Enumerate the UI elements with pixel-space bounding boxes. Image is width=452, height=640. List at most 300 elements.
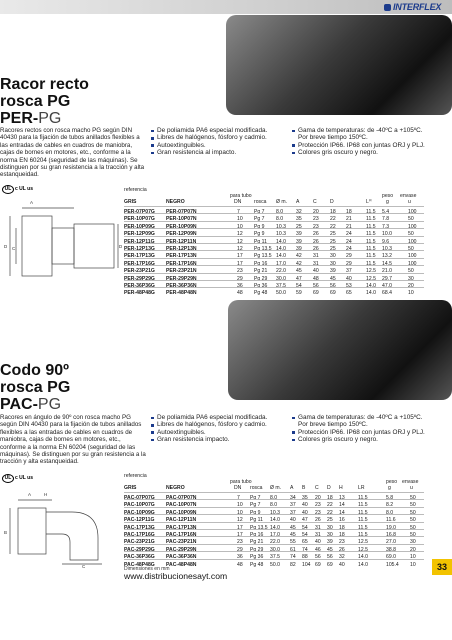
dimensions-note: Dimensiones en mm	[124, 566, 170, 572]
section1-technical-drawing	[2, 198, 122, 290]
table-cell: 29	[237, 275, 243, 282]
table-cell: PER-17P16N	[166, 260, 197, 267]
feature-item: Gama de temperaturas: de -40ºC a +105ºC. Por breve tiempo 150ºC.	[292, 127, 432, 142]
table-cell: 50	[408, 231, 414, 238]
table-cell: 20	[315, 495, 321, 501]
table-cell: 18	[346, 209, 352, 215]
table-cell: 23	[313, 216, 319, 223]
table-cell: 50	[410, 532, 416, 538]
table-cell: 12	[237, 517, 243, 524]
table-cell: 39	[296, 231, 302, 238]
table-cell: 31	[315, 532, 321, 538]
table-cell: 10	[237, 223, 243, 230]
table-cell: PER-29P29N	[166, 275, 197, 282]
table-cell: 39	[327, 539, 333, 546]
table-cell: 40	[302, 509, 308, 516]
table-cell: 48	[313, 275, 319, 282]
table-cell: 30	[408, 275, 414, 282]
table-cell: 100	[408, 209, 417, 215]
ul-cert-icon: UL	[2, 185, 14, 194]
table-cell: 11.5	[366, 260, 376, 267]
table-cell: PAC-17P13G	[124, 524, 155, 531]
table-cell: Pg 29	[250, 546, 264, 553]
table-cell: Pg 16	[254, 260, 268, 267]
table-cell: 8.0	[270, 502, 278, 509]
table-cell: PER-10P07N	[166, 216, 197, 223]
table-cell: 50	[410, 502, 416, 509]
table-cell: 23	[237, 268, 243, 275]
table-cell: 14.0	[270, 517, 280, 524]
svg-text:A: A	[28, 492, 32, 497]
table-cell: Pg 7	[254, 209, 265, 215]
table-cell: 35	[302, 495, 308, 501]
table-cell: 56	[327, 554, 333, 561]
table-cell: 11.5	[366, 238, 376, 245]
table-cell: 37	[346, 268, 352, 275]
table-cell: PER-17P13G	[124, 253, 155, 260]
table-cell: 59	[296, 290, 302, 297]
table-cell: PAC-36P36N	[166, 554, 197, 561]
svg-text:B: B	[4, 530, 8, 535]
table-cell: 22	[330, 223, 336, 230]
table-cell: 21.0	[382, 268, 392, 275]
table-cell: PER-48P48G	[124, 290, 155, 297]
table-cell: 55	[290, 539, 296, 546]
table-cell: Pg 7	[250, 502, 261, 509]
table-cell: 22.0	[270, 539, 280, 546]
table-cell: 21	[346, 216, 352, 223]
table-cell: 36	[237, 283, 243, 289]
table-cell: 40	[315, 539, 321, 546]
feature-item: Protección IP66. IP68 con juntas ORJ y PLJ.	[292, 429, 432, 436]
table-cell: 10.3	[382, 246, 392, 252]
cert-text: c UL us	[15, 186, 33, 192]
table-cell: PER-07P07N	[166, 209, 197, 215]
table-cell: 10	[410, 554, 416, 561]
table-cell: PER-12P11G	[124, 238, 155, 245]
table-cell: 8.0	[270, 495, 278, 501]
table-cell: 29	[346, 253, 352, 260]
table-cell: PAC-10P09N	[166, 509, 197, 516]
table-cell: 25	[330, 231, 336, 238]
table-cell: 30.0	[276, 275, 286, 282]
table-cell: PER-29P29G	[124, 275, 155, 282]
section1-title: Racor recto rosca PG PER-PG	[0, 76, 89, 127]
section2-specs-list	[292, 414, 432, 444]
table-cell: PER-10P09G	[124, 223, 155, 230]
table-cell: 47	[296, 275, 302, 282]
table-cell: 45	[290, 524, 296, 531]
table-cell: Pg 36	[250, 554, 264, 561]
table-cell: 100	[408, 253, 417, 260]
feature-item: Autoextinguibles.	[151, 429, 271, 436]
table-cell: 69	[315, 561, 321, 568]
table-cell: 25	[330, 238, 336, 245]
table-cell: 22	[327, 502, 333, 509]
table-cell: 17.0	[270, 532, 280, 538]
table-cell: Pg 48	[254, 290, 268, 297]
feature-item: Gran resistencia al impacto.	[151, 149, 271, 156]
table-cell: PER-48P48N	[166, 290, 197, 297]
table-cell: 40	[290, 517, 296, 524]
section2-features-list	[151, 414, 271, 444]
website-link[interactable]: www.distribucionesayt.com	[124, 571, 228, 581]
table-cell: 12	[237, 238, 243, 245]
section2-description: Racores en ángulo de 90º con rosca macho PG según DIN 40430 para la fijación de tubos anillados flexibles a las entradas de cables en cuadros de maniobra, cajas de bornes en motores, etc., conforme a la norma EN 60204 (seguridad de las máquinas). Se distinguen por su gran resistencia a la tracción y alta estanqueidad.	[0, 414, 146, 466]
table-cell: Pg 36	[254, 283, 268, 289]
table-cell: 10	[410, 561, 416, 568]
table-cell: 11.5	[358, 495, 368, 501]
table-cell: 11.5	[358, 517, 368, 524]
table-cell: 8.0	[276, 216, 284, 223]
table-cell: 31	[313, 260, 319, 267]
table-cell: 12	[237, 246, 243, 252]
table-cell: 48	[237, 290, 243, 297]
table-cell: 47	[302, 517, 308, 524]
table-cell: 74	[302, 546, 308, 553]
table-cell: 68.4	[382, 290, 392, 297]
table-cell: 48	[237, 561, 243, 568]
table-cell: PAC-07P07G	[124, 495, 155, 501]
table-cell: 12.5	[366, 275, 376, 282]
table-cell: PER-10P07G	[124, 216, 155, 223]
table-cell: 30.0	[270, 546, 280, 553]
table-cell: 39	[330, 268, 336, 275]
table-cell: Pg 13.5	[254, 253, 272, 260]
page-bottom-margin	[0, 583, 452, 640]
table-cell: 31	[315, 524, 321, 531]
table-cell: Pg 7	[250, 495, 261, 501]
table-cell: 17	[237, 532, 243, 538]
table-cell: 65	[346, 290, 352, 297]
table-cell: Pg 13.5	[254, 246, 272, 252]
table-cell: 50	[410, 524, 416, 531]
table-cell: PAC-17P16G	[124, 532, 155, 538]
table-cell: 24	[346, 231, 352, 238]
feature-item: Gran resistencia impacto.	[151, 436, 271, 443]
table-cell: 23	[315, 502, 321, 509]
table-cell: 11.5	[366, 216, 376, 223]
table-cell: 29.7	[382, 275, 392, 282]
table-cell: 19.0	[386, 524, 396, 531]
table-cell: 54	[302, 532, 308, 538]
svg-text:H: H	[44, 492, 48, 497]
table-cell: 45	[327, 546, 333, 553]
table-cell: 47.0	[382, 283, 392, 289]
table-cell: 39	[296, 238, 302, 245]
table-cell: 17.0	[276, 260, 286, 267]
brand-logo-icon	[384, 4, 391, 11]
table-cell: 30	[330, 260, 336, 267]
table-cell: 11.6	[386, 517, 396, 524]
table-cell: 7	[237, 495, 240, 501]
table-cell: 56	[330, 283, 336, 289]
table-cell: 42	[296, 260, 302, 267]
table-cell: Pg 9	[254, 231, 265, 238]
table-cell: PAC-12P11G	[124, 517, 155, 524]
table-cell: PER-12P09N	[166, 231, 197, 238]
svg-text:A: A	[30, 200, 34, 205]
table-cell: 56	[315, 554, 321, 561]
table-cell: Pg 11	[250, 517, 263, 524]
table-cell: 8.0	[276, 209, 284, 215]
table-cell: 10.3	[276, 231, 286, 238]
table-cell: PER-12P09G	[124, 231, 155, 238]
table-cell: 12.5	[358, 539, 368, 546]
table-cell: 8.2	[386, 502, 394, 509]
table-cell: 11.5	[358, 509, 368, 516]
table-cell: 50	[408, 246, 414, 252]
feature-item: De poliamida PA6 especial modificada.	[151, 127, 271, 134]
table-cell: 14	[339, 509, 345, 516]
table-cell: 26	[339, 546, 345, 553]
table-cell: 50	[410, 509, 416, 516]
table-cell: Pg 21	[250, 539, 264, 546]
table-cell: 50.0	[276, 290, 286, 297]
table-cell: 29	[237, 546, 243, 553]
table-cell: 104	[302, 561, 311, 568]
table-cell: 45	[296, 268, 302, 275]
table-cell: 39	[296, 246, 302, 252]
table-cell: 50	[408, 216, 414, 223]
table-cell: 12.5	[366, 268, 376, 275]
table-cell: 25	[330, 246, 336, 252]
product-photo-straight-fitting	[226, 15, 452, 115]
table-cell: 12.5	[358, 546, 368, 553]
table-cell: 50	[410, 495, 416, 501]
table-cell: 40	[302, 502, 308, 509]
table-cell: PAC-12P11N	[166, 517, 197, 524]
section1-description: Racores rectos con rosca macho PG según DIN 40430 para la fijación de tubos anillados flexibles a las entradas de cables en cuadros de maniobra, cajas de bornes en motores, etc., conforme a la norma EN 60204 (seguridad de las máquinas). Se distinguen por su gran resistencia a la tracción y alta estanqueidad.	[0, 127, 145, 179]
table-cell: 46	[315, 546, 321, 553]
table-cell: 40	[313, 268, 319, 275]
table-cell: 11.5	[366, 223, 376, 230]
table-cell: PER-17P13N	[166, 253, 197, 260]
table-cell: 16.8	[386, 532, 396, 538]
section1-spec-table: referencia GRIS NEGRO para tubo DN rosca Ø m. A C D Lꟸ peso g envase u PER-07P07G PER-07P07N 7 Pg 7 8.0 32 20 18 18 11.5 5.4 100 PER-10P07G PER-10P07N 10 Pg 7 8.0 35 23 22 21 11.5 7.8 50 PER-10P09G PER-10P09N 10 Pg 9 10.3 25 23 22 21 11.5 7.3 100 PER-12P09G PER-12P09N 12 Pg 9 10.3 39 26 25 24 11.5 10.0 50 PER-12P11G PER-12P11N 12 Pg 11 14.0 39 26 25 24 11.5 9.6 100 PER-12P13G PER-12P13N 12 Pg 13.5 14.0 39 26 25 24 11.5 10.3 50 PER-17P13G PER-17P13N 17 Pg 13.5 14.0 42 31 30 29 11.5 13.2 100 PER-17P16G PER-17P16N 17 Pg 16 17.0 42 31 30 29 11.5 14.5 100 PER-23P21G PER-23P21N 23 Pg 21 22.0 45 40 39 37 12.5 21.0 50 PER-29P29G PER-29P29N 29 Pg 29 30.0 47 48 45 40 12.5 29.7 30 PER-36P36G PER-36P36N 36 Pg 36 37.5 54 56 56 53 14.0 47.0 20 PER-48P48G PER-48P48N 48 Pg 48 50.0 59 69 69 65 14.0 68.4 10	[124, 187, 449, 295]
table-cell: Pg 9	[254, 223, 265, 230]
table-cell: 14.5	[382, 260, 392, 267]
section1-cert-marks	[2, 185, 34, 195]
table-cell: PER-10P09N	[166, 223, 197, 230]
table-cell: 14.0	[366, 283, 376, 289]
table-cell: 5.8	[386, 495, 394, 501]
table-cell: 11.5	[358, 502, 368, 509]
table-cell: 69	[313, 290, 319, 297]
table-cell: 14.0	[366, 290, 376, 297]
table-cell: 14.0	[276, 246, 286, 252]
table-cell: 11.5	[358, 524, 368, 531]
table-cell: 11.5	[366, 231, 376, 238]
table-cell: 18	[339, 532, 345, 538]
table-cell: 31	[313, 253, 319, 260]
table-cell: 23	[315, 509, 321, 516]
table-cell: 11.5	[366, 246, 376, 252]
table-cell: PAC-07P07N	[166, 495, 197, 501]
table-cell: 105.4	[386, 561, 399, 568]
table-cell: 53	[346, 283, 352, 289]
table-cell: 25	[327, 517, 333, 524]
cert-text: c UL us	[15, 475, 33, 481]
table-cell: 32	[339, 554, 345, 561]
table-cell: 23	[313, 223, 319, 230]
table-cell: 30	[410, 539, 416, 546]
table-cell: 34	[290, 495, 296, 501]
table-cell: PAC-36P36G	[124, 554, 155, 561]
table-cell: 10	[237, 509, 243, 516]
table-cell: 38.8	[386, 546, 396, 553]
table-cell: PER-23P21G	[124, 268, 155, 275]
table-row	[124, 287, 424, 296]
table-cell: 7.8	[382, 216, 390, 223]
table-cell: 10.3	[270, 509, 280, 516]
table-cell: Pg 16	[250, 532, 264, 538]
table-cell: PAC-10P09G	[124, 509, 155, 516]
table-cell: 12	[237, 231, 243, 238]
table-cell: 11.5	[366, 209, 376, 215]
section2-title: Codo 90º rosca PG PAC-PG	[0, 362, 71, 413]
table-cell: PER-07P07G	[124, 209, 155, 215]
table-cell: PER-36P36N	[166, 283, 197, 289]
table-cell: 16	[339, 517, 345, 524]
table-cell: 22	[330, 216, 336, 223]
svg-text:D: D	[4, 244, 8, 249]
table-cell: 45	[330, 275, 336, 282]
table-cell: PAC-29P29G	[124, 546, 155, 553]
table-cell: 61	[290, 546, 296, 553]
table-cell: 11.5	[366, 253, 376, 260]
table-cell: 14.0	[270, 524, 280, 531]
feature-item: De poliamida PA6 especial modificada.	[151, 414, 271, 421]
table-cell: 69.0	[386, 554, 396, 561]
table-cell: 18	[330, 209, 336, 215]
table-cell: 82	[290, 561, 296, 568]
table-cell: 50	[408, 268, 414, 275]
table-cell: PER-12P13N	[166, 246, 197, 252]
svg-text:C: C	[82, 564, 86, 568]
table-cell: 10	[237, 216, 243, 223]
table-cell: 37.5	[270, 554, 280, 561]
table-cell: 14.0	[358, 561, 368, 568]
table-cell: 69	[327, 561, 333, 568]
table-cell: PER-23P21N	[166, 268, 197, 275]
feature-item: Libres de halógenos, fósforo y cadmio.	[151, 421, 271, 428]
product-photo-elbow-fitting	[228, 300, 452, 400]
section2-spec-table: referencia GRIS NEGRO para tubo DN rosca Ø m. A B C D H LR peso g envase u PAC-07P07G PAC-07P07N 7 Pg 7 8.0 34 35 20 18 13 11.5 5.8 50 PAC-10P07G PAC-10P07N 10 Pg 7 8.0 37 40 23 22 14 11.5 8.2 50 PAC-10P09G PAC-10P09N 10 Pg 9 10.3 37 40 23 22 14 11.5 8.0 50 PAC-12P11G PAC-12P11N 12 Pg 11 14.0 40 47 26 25 16 11.5 11.6 50 PAC-17P13G PAC-17P13N 17 Pg 13.5 14.0 45 54 31 30 18 11.5 19.0 50 PAC-17P16G PAC-17P16N 17 Pg 16 17.0 45 54 31 30 18 11.5 16.8 50 PAC-23P21G PAC-23P21N 23 Pg 21 22.0 55 65 40 39 23 12.5 27.0 30 PAC-29P29G PAC-29P29N 29 Pg 29 30.0 61 74 46 45 26 12.5 38.8 20 PAC-36P36G PAC-36P36N 36 Pg 36 37.5 74 88 56 56 32 14.0 69.0 10 PAC-48P48G PAC-48P48N 48 Pg 48 50.0 82 104 69 69 40 14.0 105.4 10	[124, 473, 449, 573]
table-cell: PAC-48P48N	[166, 561, 197, 568]
table-cell: 30	[330, 253, 336, 260]
table-cell: PAC-29P29N	[166, 546, 197, 553]
table-cell: 8.0	[386, 509, 394, 516]
table-cell: 26	[313, 246, 319, 252]
table-cell: 65	[302, 539, 308, 546]
feature-item: Colores gris oscuro y negro.	[292, 149, 432, 156]
table-cell: PAC-17P16N	[166, 532, 197, 538]
table-cell: 18	[327, 495, 333, 501]
table-cell: 29	[346, 260, 352, 267]
ul-cert-icon: UL	[2, 474, 14, 483]
section2-cert-marks	[2, 474, 34, 484]
table-cell: 26	[313, 238, 319, 245]
table-cell: PAC-48P48G	[124, 561, 155, 568]
table-cell: 24	[346, 238, 352, 245]
table-cell: 20	[408, 283, 414, 289]
table-cell: 40	[339, 561, 345, 568]
table-cell: 10.3	[276, 223, 286, 230]
table-cell: PAC-23P21G	[124, 539, 155, 546]
table-cell: 56	[313, 283, 319, 289]
table-cell: 24	[346, 246, 352, 252]
brand-logo: INTERFLEX	[384, 2, 448, 13]
table-cell: 13	[339, 495, 345, 501]
table-cell: 23	[237, 539, 243, 546]
feature-item: Protección IP66. IP68 con juntas ORJ y PLJ.	[292, 142, 432, 149]
feature-item: Libres de halógenos, fósforo y cadmio.	[151, 134, 271, 141]
table-cell: 17	[237, 524, 243, 531]
table-cell: 11.5	[358, 532, 368, 538]
table-cell: 100	[408, 238, 417, 245]
table-cell: PAC-10P07N	[166, 502, 197, 509]
feature-item: Gama de temperaturas: de -40ºC a +105ºC. Por breve tiempo 150ºC.	[292, 414, 432, 429]
table-cell: 54	[302, 524, 308, 531]
table-cell: Pg 29	[254, 275, 268, 282]
page-number: 33	[432, 559, 452, 575]
table-cell: 54	[296, 283, 302, 289]
feature-item: Autoextinguibles.	[151, 142, 271, 149]
table-cell: 21	[346, 223, 352, 230]
table-cell: 26	[313, 231, 319, 238]
table-cell: 14.0	[276, 238, 286, 245]
table-cell: PER-36P36G	[124, 283, 155, 289]
table-cell: 50.0	[270, 561, 280, 568]
table-cell: 69	[330, 290, 336, 297]
section1-specs-list	[292, 127, 432, 157]
table-cell: 10.0	[382, 231, 392, 238]
table-cell: 9.6	[382, 238, 390, 245]
table-cell: Pg 11	[254, 238, 267, 245]
table-cell: PER-12P11N	[166, 238, 197, 245]
table-cell: 30	[327, 532, 333, 538]
table-cell: Pg 21	[254, 268, 268, 275]
feature-item: Colores gris oscuro y negro.	[292, 436, 432, 443]
svg-text:D: D	[119, 244, 122, 249]
table-cell: PAC-23P21N	[166, 539, 197, 546]
svg-text:C: C	[12, 246, 16, 251]
table-cell: 100	[408, 223, 417, 230]
table-cell: 13.2	[382, 253, 392, 260]
table-cell: 17	[237, 260, 243, 267]
table-cell: 14	[339, 502, 345, 509]
table-cell: 22	[327, 509, 333, 516]
table-cell: 27.0	[386, 539, 396, 546]
table-cell: 35	[296, 216, 302, 223]
table-cell: 20	[313, 209, 319, 215]
table-cell: 88	[302, 554, 308, 561]
table-cell: 22.0	[276, 268, 286, 275]
table-cell: Pg 9	[250, 509, 261, 516]
table-cell: 40	[346, 275, 352, 282]
table-cell: 100	[408, 260, 417, 267]
table-cell: 37	[290, 502, 296, 509]
table-cell: 14.0	[276, 253, 286, 260]
table-cell: 7.3	[382, 223, 390, 230]
table-cell: 10	[237, 502, 243, 509]
table-cell: 5.4	[382, 209, 390, 215]
section2-technical-drawing	[2, 486, 122, 568]
table-cell: 50	[410, 517, 416, 524]
table-cell: 36	[237, 554, 243, 561]
table-cell: PER-12P13G	[124, 246, 155, 252]
